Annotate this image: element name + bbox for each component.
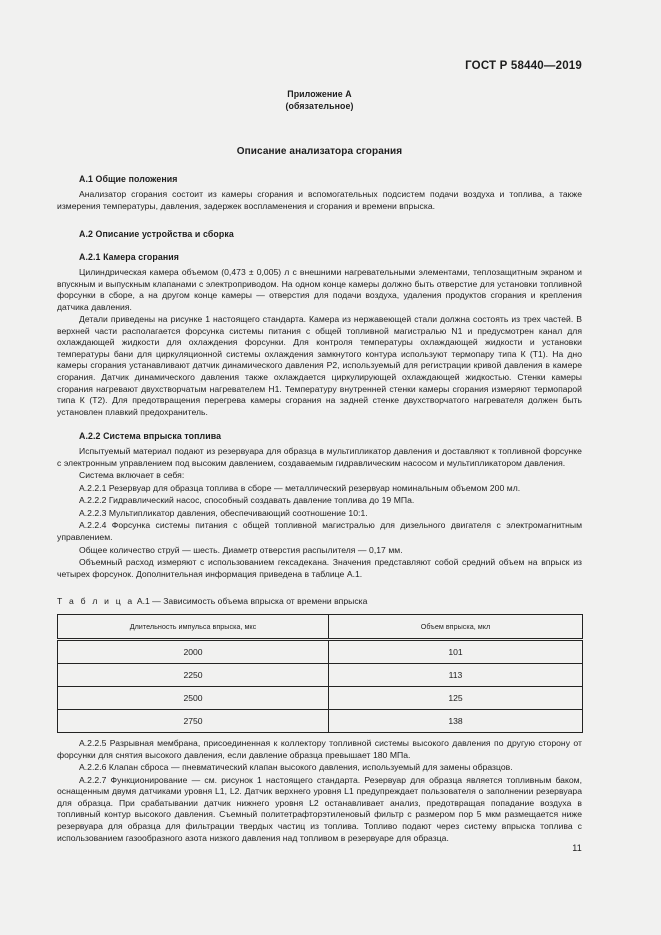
clause-a224: А.2.2.4 Форсунка системы питания с общей топливной магистралью для дизельного двигателя с электромагнитным управлением.	[57, 520, 582, 542]
cell-injection-volume: 125	[329, 687, 583, 710]
column-header-injection-volume: Объем впрыска, мкл	[329, 615, 583, 640]
heading-a2: А.2 Описание устройства и сборка	[79, 229, 234, 240]
paragraph-a21-2: Детали приведены на рисунке 1 настоящего стандарта. Камера из нержавеющей стали должна состоять из трех частей. В верхней части располагается форсунка системы питания с общей топливной магистралью N1 и предусмотрен канал для охлаждающей жидкости для охлаждения форсунки. Для контроля температуры охлаждающей жидкости и установки температуры бани для циркуляционной системы охлаждения замкнутого контура используют термопару типа К (Т1). На дно камеры сгорания устанавливают датчик динамического давления Р2, используемый для регистрации кривой давления в камере сгорания. Датчик динамического давления также охлаждается циркулирующей охлаждающей жидкостью. Стенки камеры сгорания нагревают двухстворчатым нагревателем Н1. Температуру внутренней стенки камеры сгорания измеряют термопарой типа К (Т2). Для предотвращения перегрева камеры сгорания на задней стенке двухстворчатого нагревателя должен быть установлен плавкий предохранитель.	[57, 314, 582, 417]
cell-pulse-duration: 2500	[58, 687, 329, 710]
heading-a22: А.2.2 Система впрыска топлива	[79, 431, 222, 442]
page-number: 11	[572, 843, 582, 853]
cell-pulse-duration: 2250	[58, 664, 329, 687]
cell-injection-volume: 138	[329, 710, 583, 733]
column-header-pulse-duration: Длительность импульса впрыска, мкс	[58, 615, 329, 640]
clause-a223: А.2.2.3 Мультипликатор давления, обеспечивающий соотношение 10:1.	[79, 507, 368, 518]
clause-a225: А.2.2.5 Разрывная мембрана, присоединенная к коллектору топливной системы высокого давления по другую сторону от форсунки для снятия высокого давления, если давление образца превышает 180 МПа.	[57, 738, 582, 760]
table-caption-prefix: Т а б л и ц а	[57, 596, 135, 607]
table-row	[58, 664, 583, 687]
cell-injection-volume: 101	[329, 640, 583, 664]
heading-a21: А.2.1 Камера сгорания	[79, 252, 179, 263]
cell-injection-volume: 113	[329, 664, 583, 687]
paragraph-a22-3: Общее количество струй — шесть. Диаметр отверстия распылителя — 0,17 мм.	[79, 544, 403, 555]
table-caption-rest: А.1 — Зависимость объема впрыска от времени впрыска	[134, 596, 368, 607]
paragraph-a1-1: Анализатор сгорания состоит из камеры сгорания и вспомогательных подсистем подачи воздуха и топлива, а также измерения температуры, давления, задержек воспламенения и сгорания и времени впрыска.	[57, 188, 582, 211]
paragraph-a22-2: Система включает в себя:	[79, 470, 185, 481]
injection-volume-table	[57, 614, 583, 733]
clause-a226: А.2.2.6 Клапан сброса — пневматический клапан высокого давления, используемый для замены образцов.	[79, 762, 513, 773]
table-caption	[57, 596, 582, 606]
paragraph-a21-1: Цилиндрическая камера объемом (0,473 ± 0,005) л с внешними нагревательными элементами, теплозащитным экраном и впускным и выпускным клапанами с электроприводом. На одном конце камеры должно быть отверстие для установки топливной форсунки в сборе, а на другом конце камеры — отверстия для подачи воздуха, удаления продуктов сгорания и крепления датчика давления.	[57, 267, 582, 312]
table-row	[58, 710, 583, 733]
heading-a1: А.1 Общие положения	[79, 173, 178, 184]
paragraph-a22-4: Объемный расход измеряют с использованием гексадекана. Значения представляют собой средний объем на впрыск из четырех форсунок. Дополнительная информация приведена в таблице А.1.	[57, 557, 582, 579]
cell-pulse-duration: 2000	[58, 640, 329, 664]
page-content	[57, 0, 582, 853]
paragraph-a22-1: Испытуемый материал подают из резервуара для образца в мультипликатор давления и доставляют к топливной форсунке с электронным управлением под высоким давлением, создаваемым гидравлическим насосом и мультипликатором давления.	[57, 446, 582, 468]
clause-a221: А.2.2.1 Резервуар для образца топлива в сборе — металлический резервуар номинальным объемом 200 мл.	[79, 482, 521, 493]
annex-status: (обязательное)	[285, 101, 354, 112]
clause-a222: А.2.2.2 Гидравлический насос, способный создавать давление топлива до 19 МПа.	[79, 495, 415, 506]
cell-pulse-duration: 2750	[58, 710, 329, 733]
annex-title: Описание анализатора сгорания	[236, 145, 403, 157]
annex-label-block	[57, 88, 582, 113]
table-row	[58, 640, 583, 664]
running-header: ГОСТ Р 58440—2019	[465, 60, 582, 72]
table-header-row	[58, 615, 583, 640]
table-row	[58, 687, 583, 710]
clause-a227: А.2.2.7 Функционирование — см. рисунок 1 настоящего стандарта. Резервуар для образца является топливным баком, оснащенным двумя датчиками уровня L1, L2. Датчик верхнего уровня L1 предупреждает пользователя о заполнении резервуара для образца. При срабатывании датчик нижнего уровня L2 останавливает анализ, предотвращая попадание воздуха в топливный контур высокого давления. Съемный политетрафторэтиленовый фильтр с размером пор 5 мкм размещается ниже резервуара для образца для фильтрации твердых частиц из топлива. Топливо подают через систему впрыска топлива с использованием газообразного азота низкого давления над топливом в резервуаре для образца.	[57, 774, 582, 843]
annex-label: Приложение А	[287, 89, 352, 99]
